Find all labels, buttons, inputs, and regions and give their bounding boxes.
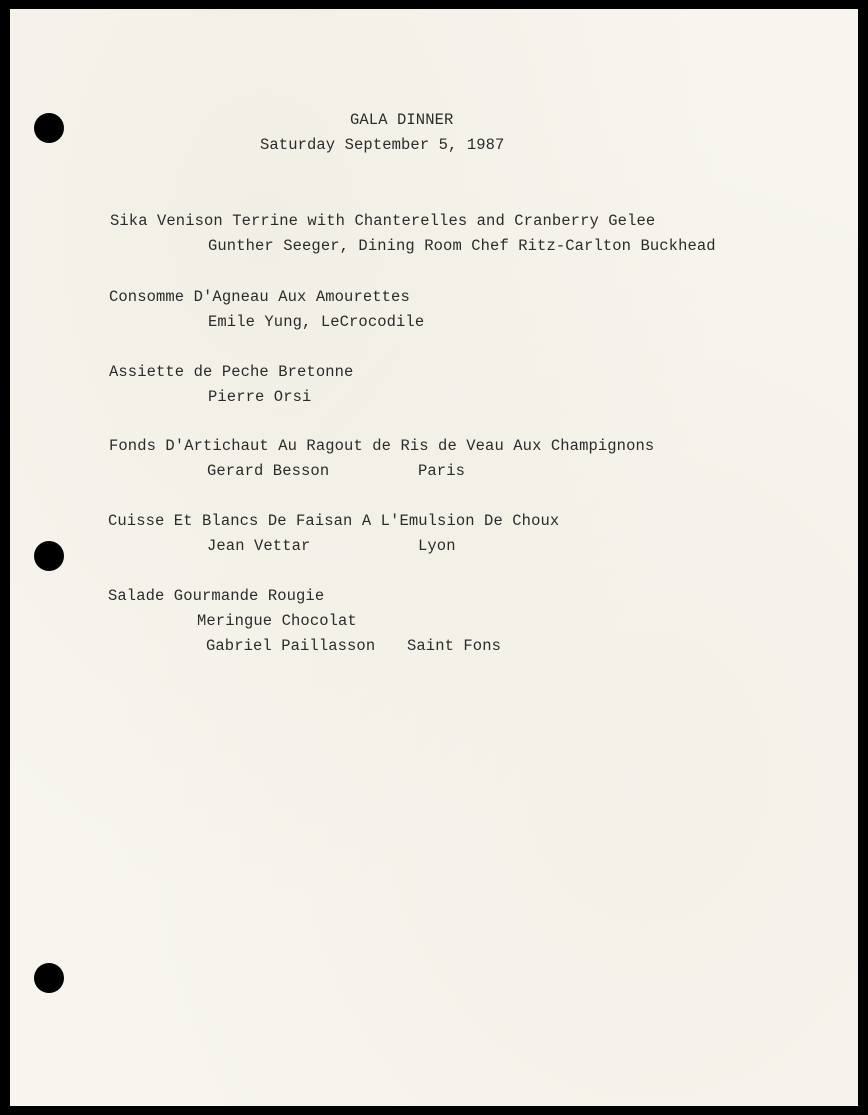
course-5-chef: Jean Vettar — [207, 537, 311, 555]
course-1-dish: Sika Venison Terrine with Chanterelles and Cranberry Gelee — [110, 212, 656, 230]
course-6-chef: Gabriel Paillasson — [206, 637, 376, 655]
course-2-chef: Emile Yung, LeCrocodile — [208, 313, 425, 331]
course-4-location: Paris — [418, 462, 466, 480]
course-6-subdish: Meringue Chocolat — [197, 612, 357, 630]
binder-hole-bottom — [34, 963, 64, 993]
course-5-dish: Cuisse Et Blancs De Faisan A L'Emulsion De Choux — [108, 512, 560, 530]
course-3-chef: Pierre Orsi — [208, 388, 312, 406]
course-5-location: Lyon — [418, 537, 456, 555]
course-6-location: Saint Fons — [407, 637, 502, 655]
course-4-dish: Fonds D'Artichaut Au Ragout de Ris de Veau Aux Champignons — [109, 437, 655, 455]
binder-hole-top — [34, 113, 64, 143]
course-2-dish: Consomme D'Agneau Aux Amourettes — [109, 288, 410, 306]
course-3-dish: Assiette de Peche Bretonne — [109, 363, 354, 381]
event-date: Saturday September 5, 1987 — [260, 136, 505, 154]
course-4-chef: Gerard Besson — [207, 462, 330, 480]
binder-hole-middle — [34, 541, 64, 571]
course-1-chef: Gunther Seeger, Dining Room Chef Ritz-Carlton Buckhead — [208, 237, 716, 255]
course-6-dish: Salade Gourmande Rougie — [108, 587, 325, 605]
page-title: GALA DINNER — [350, 111, 454, 129]
menu-page — [10, 9, 858, 1106]
